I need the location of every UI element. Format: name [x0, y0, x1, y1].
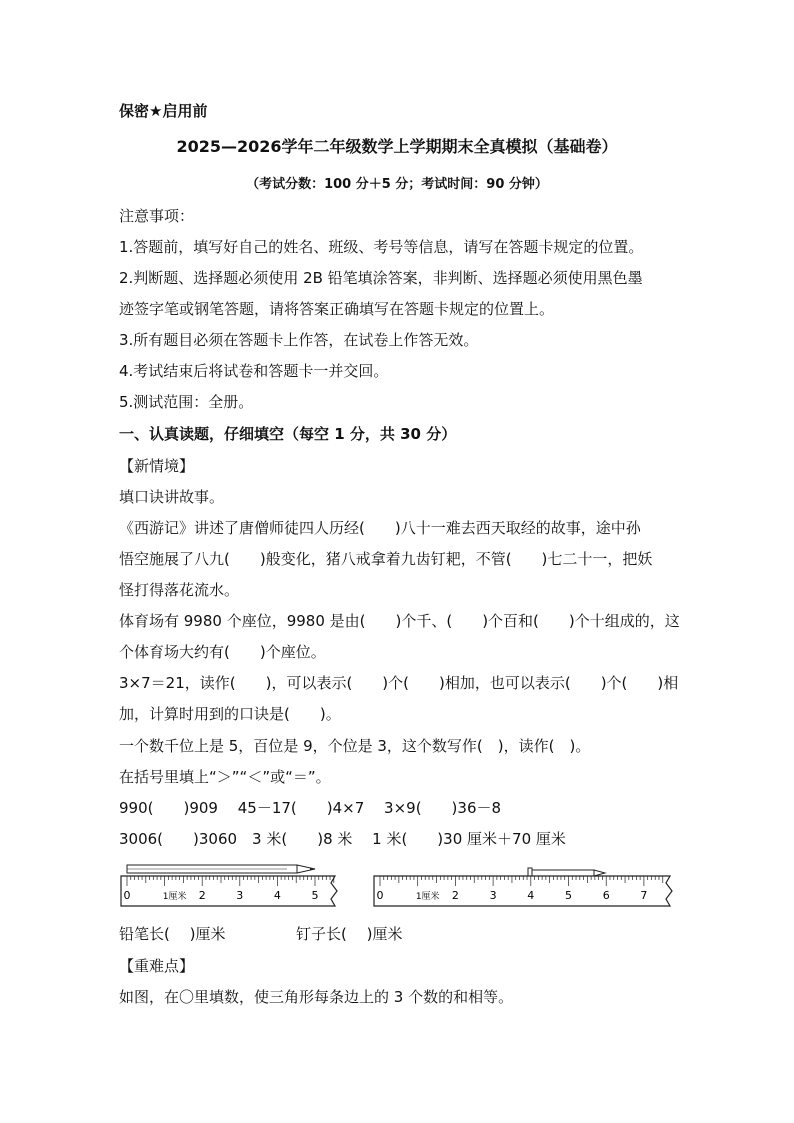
pencil-length-question: 铅笔长( )厘米: [119, 925, 226, 943]
tag-new-context: 【新情境】: [119, 457, 195, 475]
pencil-icon: [127, 865, 315, 873]
ruler-label: 2: [198, 889, 206, 902]
notice-item: 5.测试范围：全册。: [119, 393, 254, 411]
ruler-label: 3: [236, 889, 244, 902]
section-heading: 一、认真读题，仔细填空（每空 1 分，共 30 分）: [119, 425, 457, 443]
ruler-label: 3: [489, 889, 497, 902]
ruler-label: 5: [565, 889, 572, 902]
ruler-label: 6: [602, 889, 610, 902]
confidential-mark: 保密★启用前: [119, 102, 208, 120]
ruler-label: 5: [311, 889, 319, 902]
question-line: 体育场有 9980 个座位，9980 是由( )个千、( )个百和( )个十组成的，这: [119, 612, 680, 630]
ruler-2: [374, 876, 672, 906]
ruler-nail-figure: [370, 858, 676, 914]
notice-item: 2.判断题、选择题必须使用 2B 铅笔填涂答案，非判断、选择题必须使用黑色墨: [119, 269, 643, 287]
ruler-label: 4: [527, 889, 535, 902]
notice-item: 4.考试结束后将试卷和答题卡一并交回。: [119, 362, 389, 380]
comparison-row: 990( )909 45－17( )4×7 3×9( )36－8: [119, 799, 502, 817]
question-line: 一个数千位上是 5，百位是 9，个位是 3，这个数写作( )，读作( )。: [119, 737, 591, 755]
exam-subtitle: （考试分数：100 分＋5 分；考试时间：90 分钟）: [246, 177, 548, 192]
ruler-label: 4: [273, 889, 281, 902]
question-line: 个体育场大约有( )个座位。: [119, 643, 326, 661]
question-line: 3×7＝21，读作( )，可以表示( )个( )相加，也可以表示( )个( )相: [119, 674, 679, 692]
page-title: 2025—2026学年二年级数学上学期期末全真模拟（基础卷）: [176, 137, 618, 156]
ruler-1: [121, 876, 337, 906]
ruler-label: 7: [640, 889, 648, 902]
ruler-label: 0: [376, 889, 384, 902]
question-line: 填口诀讲故事。: [119, 488, 225, 506]
tag-key-difficult: 【重难点】: [119, 957, 195, 975]
question-line: 加，计算时用到的口诀是( )。: [119, 705, 341, 723]
question-line: 如图，在〇里填数，使三角形每条边上的 3 个数的和相等。: [119, 988, 514, 1006]
notice-heading: 注意事项：: [119, 207, 195, 225]
ruler-pencil-figure: [117, 858, 347, 914]
notice-item: 迹签字笔或钢笔答题，请将答案正确填写在答题卡规定的位置上。: [119, 300, 555, 318]
nail-length-question: 钉子长( )厘米: [296, 925, 403, 943]
question-line: 在括号里填上“＞”“＜”或“＝”。: [119, 768, 331, 786]
ruler-label: 1厘米: [415, 892, 440, 902]
question-line: 怪打得落花流水。: [119, 581, 240, 599]
notice-item: 3.所有题目必须在答题卡上作答，在试卷上作答无效。: [119, 331, 479, 349]
ruler-label: 1厘米: [162, 892, 187, 902]
question-line: 悟空施展了八九( )般变化，猪八戒拿着九齿钉耙，不管( )七二十一，把妖: [119, 550, 653, 568]
notice-item: 1.答题前，填写好自己的姓名、班级、考号等信息，请写在答题卡规定的位置。: [119, 238, 644, 256]
question-line: 《西游记》讲述了唐僧师徒四人历经( )八十一难去西天取经的故事，途中孙: [119, 519, 641, 537]
ruler-label: 2: [451, 889, 459, 902]
comparison-row: 3006( )3060 3 米( )8 米 1 米( )30 厘米＋70 厘米: [119, 830, 566, 848]
ruler-label: 0: [123, 889, 131, 902]
